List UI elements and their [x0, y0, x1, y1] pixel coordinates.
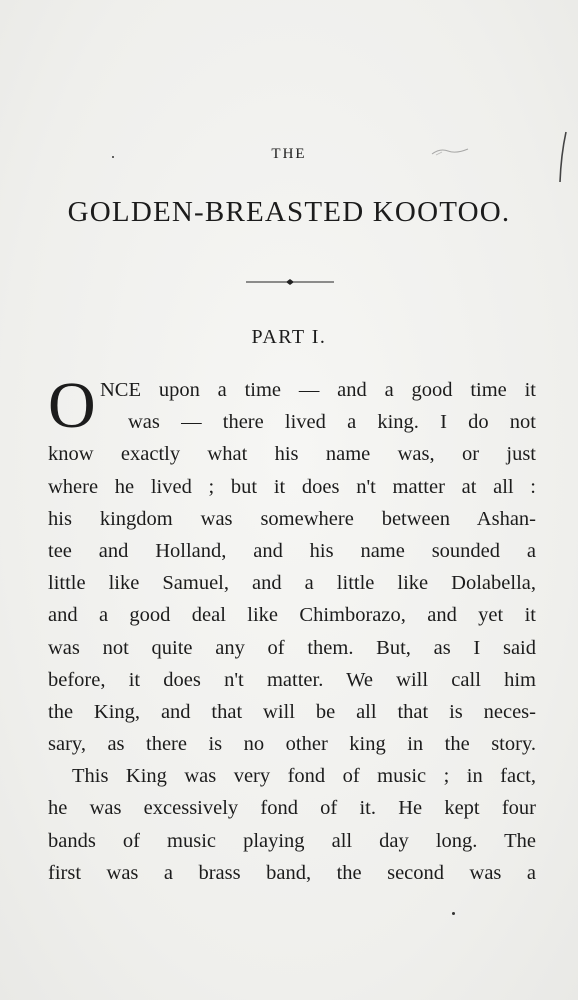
text-line: was — there lived a king. I do not	[128, 411, 536, 434]
text-line: little like Samuel, and a little like Dolabella,	[48, 572, 536, 595]
text-line: and a good deal like Chimborazo, and yet it	[48, 604, 536, 627]
text-line: before, it does n't matter. We will call him	[48, 668, 536, 691]
book-title: GOLDEN-BREASTED KOOTOO.	[67, 196, 511, 228]
text-line: tee and Holland, and his name sounded a	[48, 539, 536, 562]
text-line: where he lived ; but it does n't matter at all :	[48, 475, 536, 498]
drop-cap: O	[48, 369, 96, 442]
text-line: his kingdom was somewhere between Ashan-	[48, 507, 536, 530]
text-line: NCE upon a time — and a good time it	[100, 379, 536, 401]
text-line: was not quite any of them. But, as I said	[48, 636, 536, 659]
part-heading: PART I.	[251, 326, 327, 348]
title-prefix: THE	[271, 146, 307, 162]
text-line: bands of music playing all day long. The	[48, 829, 536, 852]
text-line: first was a brass band, the second was a	[48, 861, 536, 884]
text-line: sary, as there is no other king in the story.	[48, 733, 536, 756]
text-line: This King was very fond of music ; in fact,	[72, 765, 536, 788]
text-line: the King, and that will be all that is neces-	[48, 700, 536, 723]
title-ornament-rule	[246, 276, 334, 288]
drop-cap-lines	[48, 369, 536, 442]
speck-mark	[452, 912, 455, 915]
body-text	[48, 369, 536, 889]
text-line: know exactly what his name was, or just	[48, 443, 536, 466]
text-line: he was excessively fond of it. He kept four	[48, 797, 536, 820]
